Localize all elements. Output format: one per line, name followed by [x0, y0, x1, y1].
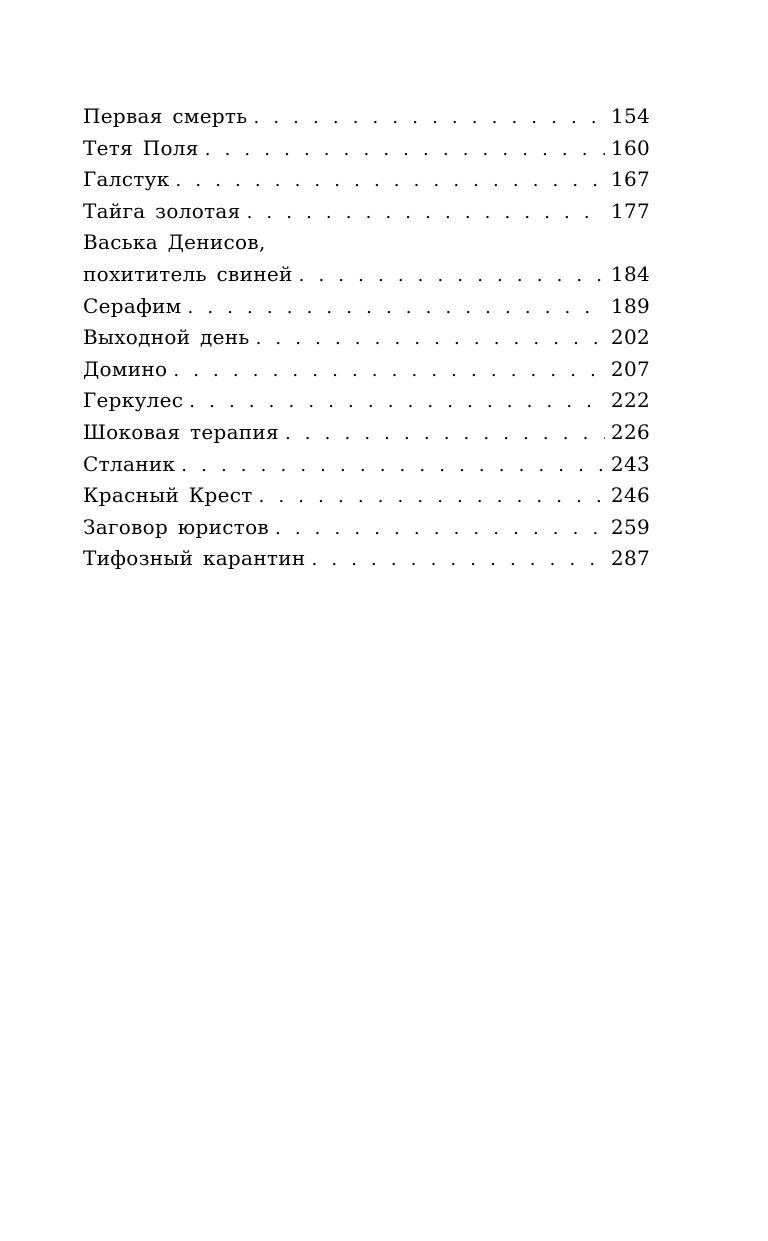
toc-dot-leader: [205, 134, 605, 166]
toc-entry: [83, 322, 650, 354]
toc-entry: [83, 133, 650, 165]
toc-entry-title: Тетя Поля: [83, 135, 199, 160]
toc-entry-title: Домино: [83, 356, 168, 381]
table-of-contents: [83, 101, 650, 575]
toc-dot-leader: [256, 323, 605, 355]
toc-dot-leader: [299, 260, 605, 292]
toc-entry-title: Тифозный карантин: [83, 546, 306, 571]
toc-dot-leader: [254, 102, 605, 134]
toc-entry-page: 154: [610, 104, 650, 128]
toc-entry-page: 177: [610, 198, 650, 223]
toc-dot-leader: [173, 355, 605, 387]
toc-entry: [83, 164, 650, 196]
toc-entry: [83, 354, 650, 386]
toc-dot-leader: [181, 450, 605, 482]
toc-entry-page: 207: [610, 356, 650, 381]
toc-entry-title: Серафим: [83, 293, 182, 318]
toc-entry: [83, 512, 650, 544]
toc-entry-page: 246: [610, 483, 650, 508]
toc-entry-title: Заговор юристов: [83, 514, 269, 539]
toc-entry: [83, 291, 650, 323]
toc-entry-page: 202: [610, 325, 650, 350]
toc-entry-page: 184: [610, 261, 650, 286]
toc-dot-leader: [312, 544, 605, 576]
toc-dot-leader: [176, 165, 605, 197]
toc-entry-title: Стланик: [83, 451, 176, 476]
toc-entry: [83, 196, 650, 228]
toc-entry-page: 189: [610, 293, 650, 318]
toc-entry: [83, 259, 650, 291]
toc-entry-page: 160: [610, 135, 650, 160]
toc-entry-title: Галстук: [83, 167, 170, 192]
toc-entry-title: Васька Денисов,: [83, 230, 266, 255]
toc-dot-leader: [259, 481, 605, 513]
toc-dot-leader: [247, 197, 605, 229]
toc-entry-title: похититель свиней: [83, 261, 293, 286]
toc-entry-title: Выходной день: [83, 325, 250, 350]
toc-entry-title: Тайга золотая: [83, 198, 241, 223]
toc-entry-title: Красный Крест: [83, 483, 253, 508]
toc-entry: [83, 417, 650, 449]
toc-dot-leader: [189, 386, 605, 418]
toc-entry-page: 287: [610, 546, 650, 571]
toc-entry-page: 259: [610, 514, 650, 539]
toc-entry-page: 167: [610, 167, 650, 192]
toc-entry-continued: [83, 227, 650, 259]
toc-dot-leader: [275, 513, 605, 545]
toc-entry-page: 226: [610, 419, 650, 444]
toc-dot-leader: [285, 418, 605, 450]
toc-entry-title: Шоковая терапия: [83, 419, 279, 444]
toc-entry: [83, 480, 650, 512]
toc-entry-title: Геркулес: [83, 388, 184, 413]
toc-entry: [83, 543, 650, 575]
toc-entry: [83, 449, 650, 481]
toc-entry-page: 222: [610, 388, 650, 413]
toc-entry-page: 243: [610, 451, 650, 476]
toc-entry: [83, 385, 650, 417]
toc-entry-title: Первая смерть: [83, 104, 248, 128]
toc-entry: [83, 101, 650, 133]
toc-dot-leader: [188, 292, 605, 324]
